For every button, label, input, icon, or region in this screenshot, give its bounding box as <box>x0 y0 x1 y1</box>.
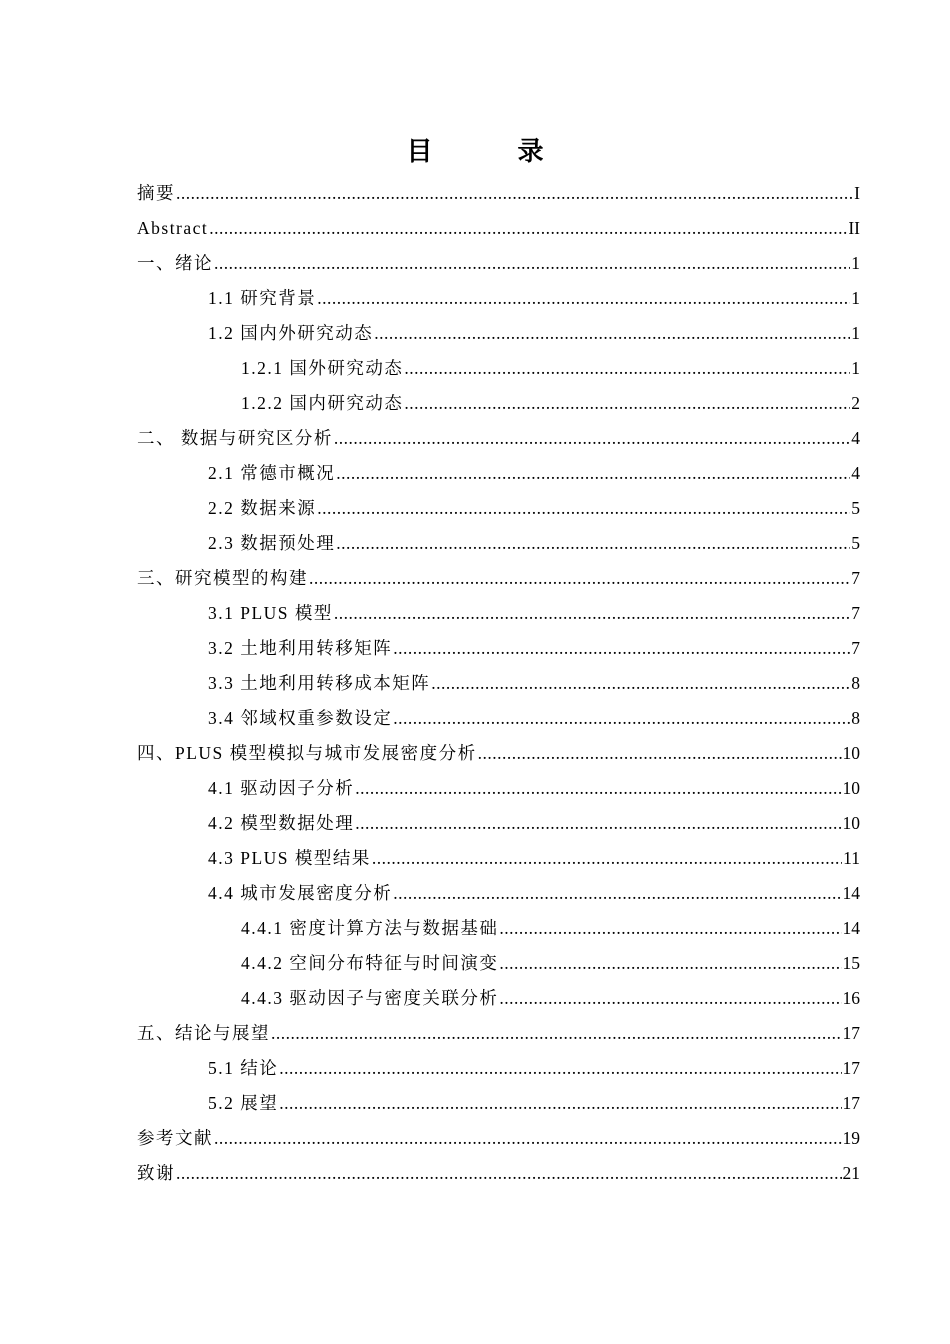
toc-entry-label: 四、PLUS 模型模拟与城市发展密度分析 <box>137 743 477 763</box>
toc-entry[interactable] <box>137 701 860 736</box>
toc-entry[interactable] <box>137 876 860 911</box>
toc-entry-page-number: 15 <box>842 953 860 973</box>
toc-leader-dots <box>214 1121 842 1156</box>
toc-leader-dots <box>176 176 853 211</box>
toc-leader-dots <box>334 596 850 631</box>
toc-entry[interactable] <box>137 491 860 526</box>
toc-entry[interactable] <box>137 806 860 841</box>
toc-leader-dots <box>372 841 842 876</box>
toc-entry[interactable] <box>137 316 860 351</box>
toc-entry[interactable] <box>137 386 860 421</box>
toc-entry-page-number: 10 <box>842 813 860 833</box>
toc-entry-page-number: 21 <box>842 1163 860 1183</box>
toc-leader-dots <box>393 701 850 736</box>
toc-entry[interactable] <box>137 421 860 456</box>
toc-entry-page-number: 7 <box>851 568 860 588</box>
toc-entry[interactable] <box>137 911 860 946</box>
toc-entry[interactable] <box>137 596 860 631</box>
toc-leader-dots <box>176 1156 842 1191</box>
toc-entry-label: 4.3 PLUS 模型结果 <box>208 848 371 868</box>
toc-entry[interactable] <box>137 666 860 701</box>
toc-entry-label: 摘要 <box>137 183 175 203</box>
toc-entry-page-number: 14 <box>842 918 860 938</box>
toc-entry-page-number: 5 <box>851 533 860 553</box>
toc-leader-dots <box>355 806 841 841</box>
toc-entry-page-number: 1 <box>851 323 860 343</box>
toc-entry-page-number: 1 <box>851 288 860 308</box>
toc-entry[interactable] <box>137 1156 860 1191</box>
toc-entry-page-number: 8 <box>851 708 860 728</box>
toc-leader-dots <box>404 351 850 386</box>
toc-entry[interactable] <box>137 1086 860 1121</box>
toc-entry[interactable] <box>137 631 860 666</box>
toc-entry-page-number: 4 <box>851 428 860 448</box>
toc-entry-label: 5.1 结论 <box>208 1058 279 1078</box>
toc-list <box>137 176 860 1191</box>
toc-leader-dots <box>431 666 850 701</box>
toc-leader-dots <box>309 561 850 596</box>
toc-entry[interactable] <box>137 841 860 876</box>
toc-leader-dots <box>393 631 850 666</box>
toc-entry[interactable] <box>137 1016 860 1051</box>
toc-leader-dots <box>499 911 841 946</box>
toc-entry-page-number: 8 <box>851 673 860 693</box>
toc-title: 目 录 <box>406 137 582 167</box>
toc-leader-dots <box>478 736 842 771</box>
toc-leader-dots <box>499 981 841 1016</box>
toc-leader-dots <box>279 1051 841 1086</box>
toc-entry-label: 二、 数据与研究区分析 <box>137 428 333 448</box>
toc-entry-label: 2.3 数据预处理 <box>208 533 336 553</box>
toc-leader-dots <box>499 946 841 981</box>
toc-entry-page-number: 17 <box>842 1093 860 1113</box>
toc-entry-page-number: 2 <box>851 393 860 413</box>
toc-entry-page-number: 10 <box>842 778 860 798</box>
toc-leader-dots <box>271 1016 842 1051</box>
toc-entry-page-number: 17 <box>842 1023 860 1043</box>
toc-entry-label: 1.2 国内外研究动态 <box>208 323 374 343</box>
toc-entry[interactable] <box>137 281 860 316</box>
toc-entry-label: 1.2.1 国外研究动态 <box>241 358 404 378</box>
toc-entry-label: 4.2 模型数据处理 <box>208 813 355 833</box>
toc-leader-dots <box>279 1086 841 1121</box>
toc-entry-label: 三、研究模型的构建 <box>137 568 308 588</box>
toc-entry-label: 3.1 PLUS 模型 <box>208 603 333 623</box>
toc-entry-label: 1.1 研究背景 <box>208 288 317 308</box>
toc-leader-dots <box>214 246 850 281</box>
toc-leader-dots <box>393 876 841 911</box>
toc-entry-label: 4.1 驱动因子分析 <box>208 778 355 798</box>
toc-entry-page-number: 1 <box>851 358 860 378</box>
toc-entry-page-number: 1 <box>851 253 860 273</box>
toc-entry-page-number: I <box>854 183 860 203</box>
toc-leader-dots <box>355 771 841 806</box>
toc-entry-label: 3.3 土地利用转移成本矩阵 <box>208 673 431 693</box>
toc-entry-label: Abstract <box>137 218 209 238</box>
toc-entry[interactable] <box>137 526 860 561</box>
toc-leader-dots <box>374 316 850 351</box>
toc-entry[interactable] <box>137 1051 860 1086</box>
toc-entry[interactable] <box>137 211 860 246</box>
toc-entry-label: 4.4 城市发展密度分析 <box>208 883 393 903</box>
toc-entry-label: 1.2.2 国内研究动态 <box>241 393 404 413</box>
toc-entry-page-number: II <box>848 218 860 238</box>
toc-entry-page-number: 19 <box>842 1128 860 1148</box>
toc-entry-page-number: 5 <box>851 498 860 518</box>
toc-entry[interactable] <box>137 456 860 491</box>
toc-entry-label: 4.4.3 驱动因子与密度关联分析 <box>241 988 499 1008</box>
toc-entry-label: 2.2 数据来源 <box>208 498 317 518</box>
toc-entry[interactable] <box>137 771 860 806</box>
toc-entry[interactable] <box>137 246 860 281</box>
toc-entry[interactable] <box>137 1121 860 1156</box>
toc-entry-label: 3.2 土地利用转移矩阵 <box>208 638 393 658</box>
toc-entry-label: 致谢 <box>137 1163 175 1183</box>
toc-leader-dots <box>336 526 850 561</box>
toc-entry[interactable] <box>137 351 860 386</box>
toc-entry-label: 3.4 邻域权重参数设定 <box>208 708 393 728</box>
toc-leader-dots <box>334 421 850 456</box>
toc-entry[interactable] <box>137 981 860 1016</box>
toc-entry-page-number: 4 <box>851 463 860 483</box>
toc-entry-label: 4.4.1 密度计算方法与数据基础 <box>241 918 499 938</box>
toc-entry-label: 参考文献 <box>137 1128 213 1148</box>
toc-leader-dots <box>317 281 850 316</box>
toc-entry-label: 5.2 展望 <box>208 1093 279 1113</box>
toc-entry-page-number: 16 <box>842 988 860 1008</box>
toc-leader-dots <box>404 386 850 421</box>
toc-entry[interactable] <box>137 736 860 771</box>
toc-leader-dots <box>336 456 850 491</box>
toc-entry[interactable] <box>137 561 860 596</box>
toc-leader-dots <box>317 491 850 526</box>
toc-leader-dots <box>209 211 847 246</box>
toc-entry-page-number: 14 <box>842 883 860 903</box>
toc-entry-label: 4.4.2 空间分布特征与时间演变 <box>241 953 499 973</box>
toc-entry-page-number: 17 <box>842 1058 860 1078</box>
toc-entry-label: 一、绪论 <box>137 253 213 273</box>
toc-entry-page-number: 10 <box>842 743 860 763</box>
toc-entry-page-number: 11 <box>843 848 860 868</box>
toc-entry-page-number: 7 <box>851 638 860 658</box>
toc-entry-label: 五、结论与展望 <box>137 1023 270 1043</box>
toc-entry-page-number: 7 <box>851 603 860 623</box>
toc-entry-label: 2.1 常德市概况 <box>208 463 336 483</box>
toc-entry[interactable] <box>137 176 860 211</box>
toc-entry[interactable] <box>137 946 860 981</box>
